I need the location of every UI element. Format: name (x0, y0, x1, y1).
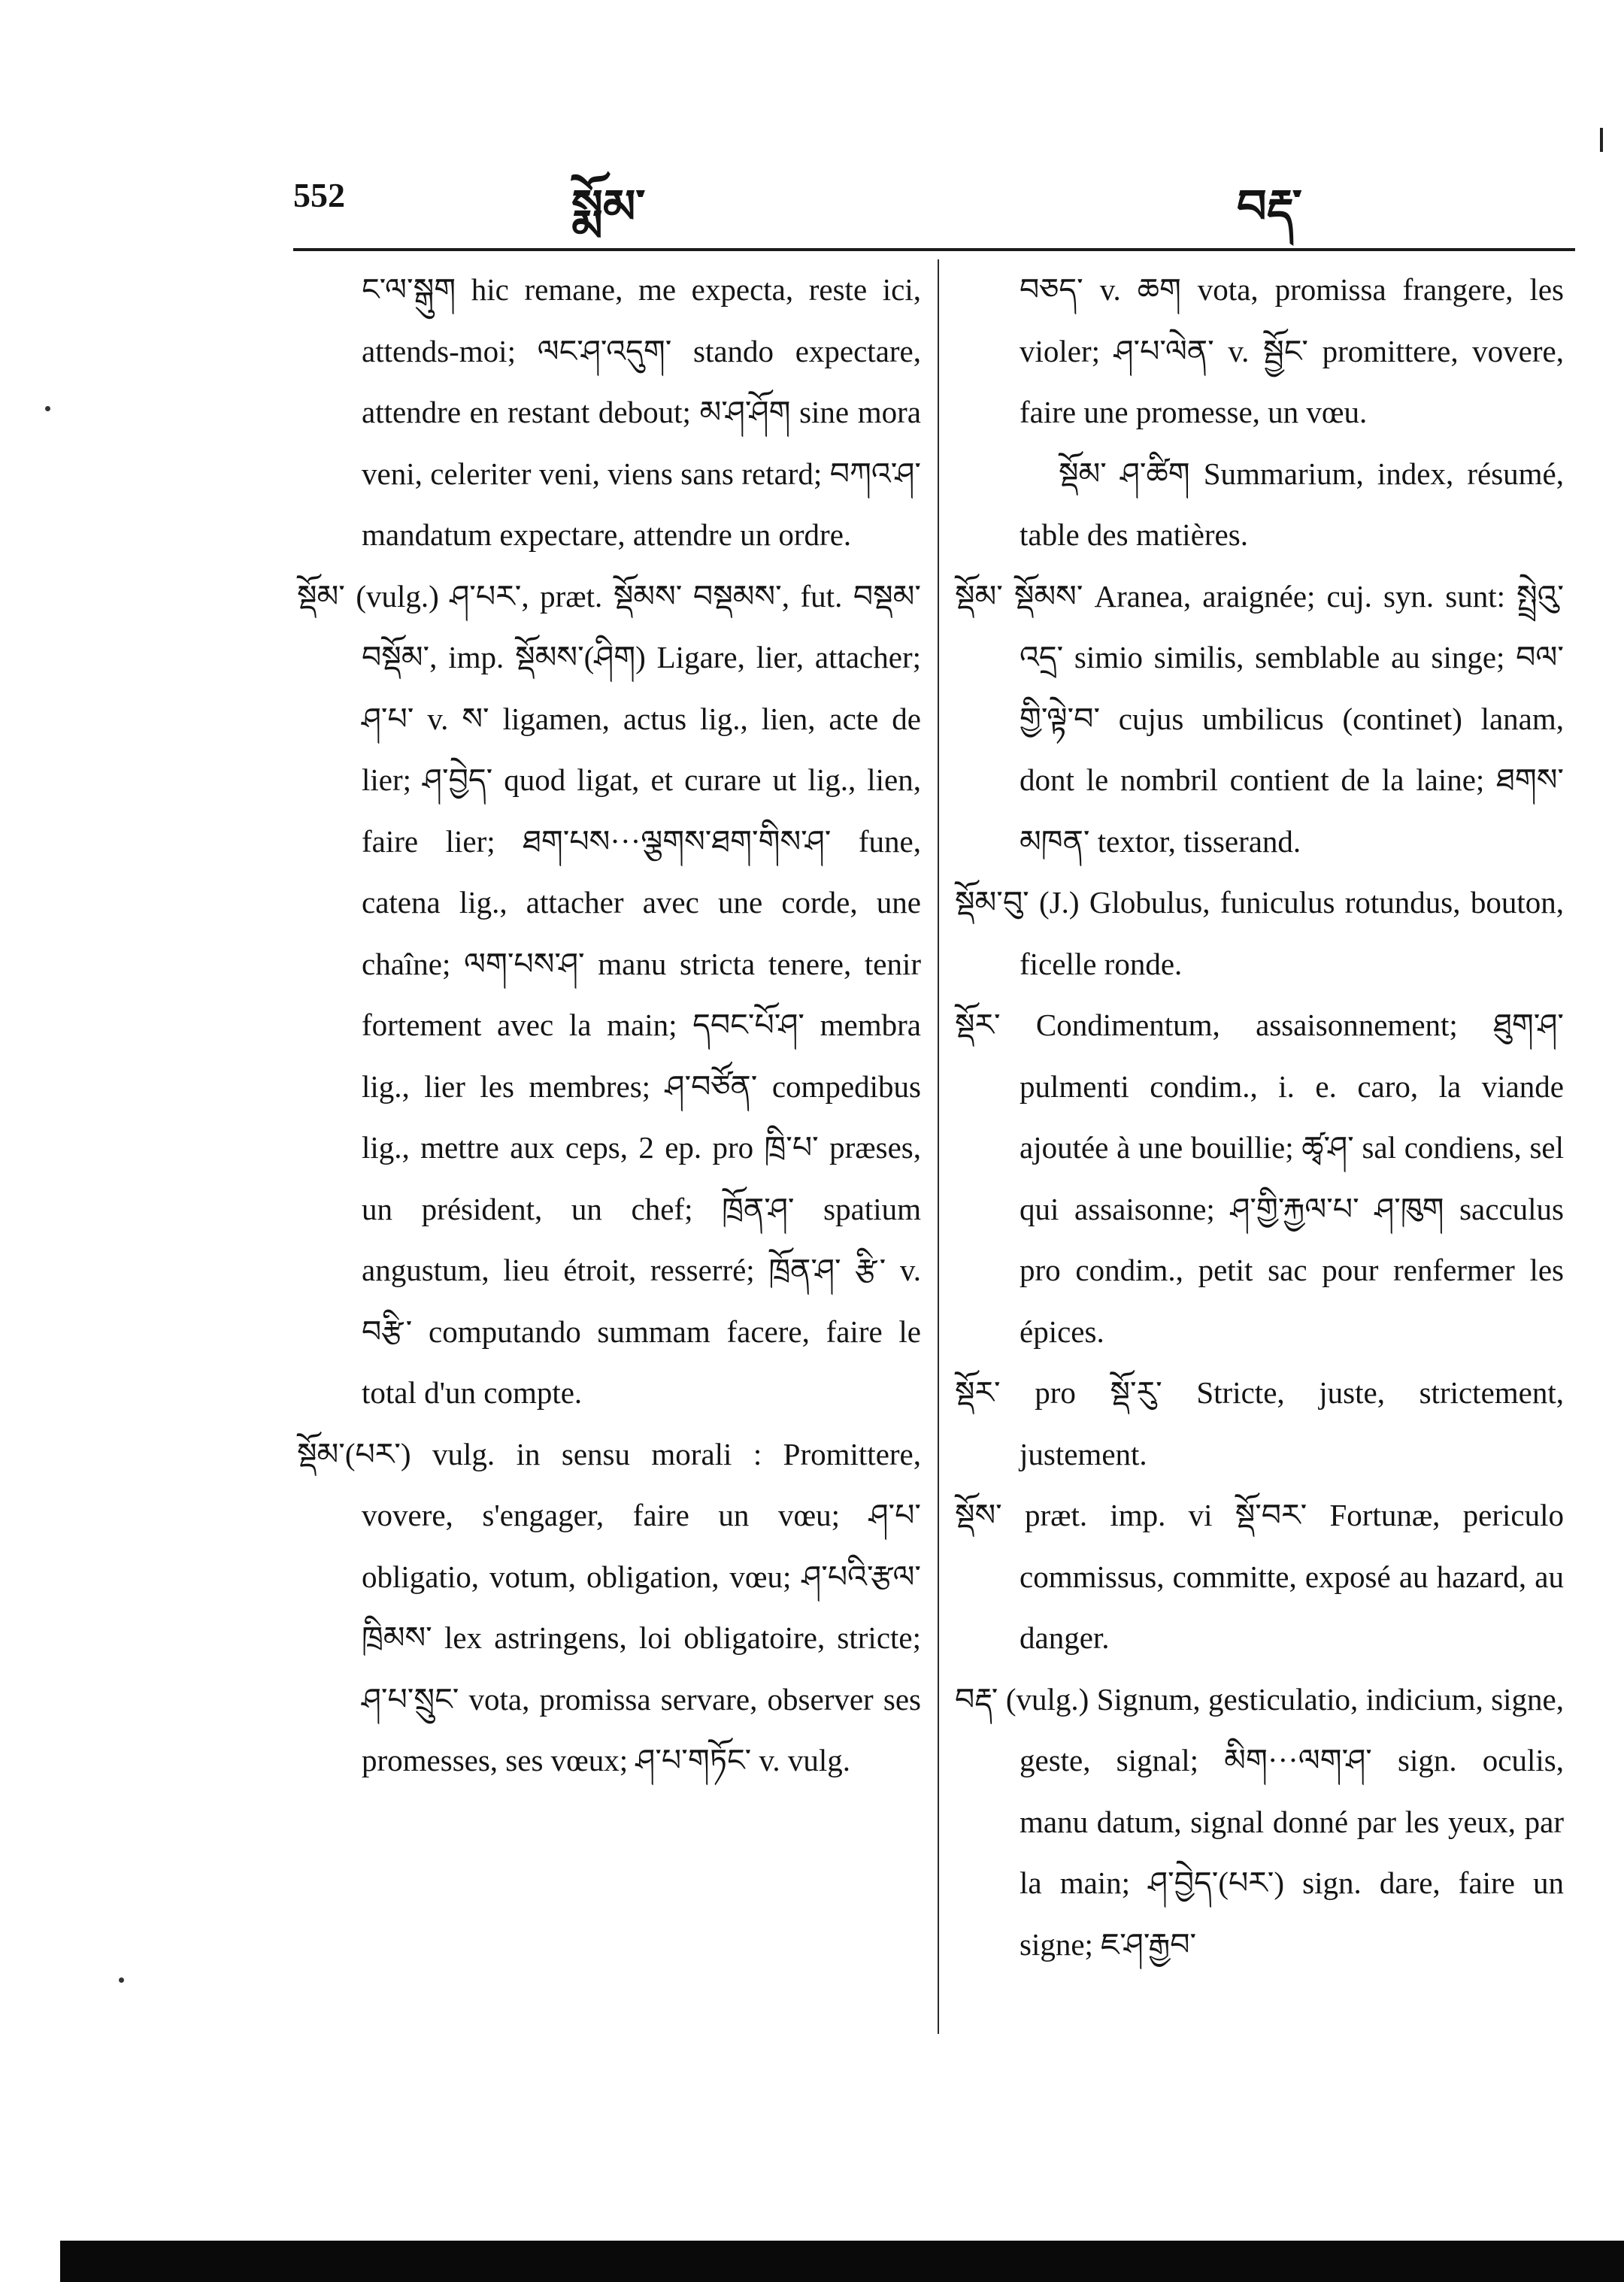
dictionary-entry: སྡོམ་ སྡོམས་ Aranea, araignée; cuj. syn. sunt: སྤྲེའུ་འདྲ་ simio similis, semblable au singe; བལ་གྱི་ལྟེ་བ་ cujus umbilicus (continet) lanam, dont le nombril contient de la laine; ཐགས་མཁན་ textor, tisserand. (955, 578, 1564, 859)
dictionary-entry: སྡོས་ præt. imp. vi སྡོ་བར་ Fortunæ, periculo commissus, committe, exposé au hazard, au danger. (955, 1498, 1564, 1655)
dictionary-entry: སྡོམ་བུ་ (J.) Globulus, funiculus rotundus, bouton, ficelle ronde. (955, 885, 1564, 981)
dictionary-entry: སྡོམ་ (vulg.) ཤ་པར་, præt. སྡོམས་ བསྡམས་, fut. བསྡམ་ བསྡོམ་, imp. སྡོམས་(ཤིག) Ligare, lier, attacher; ཤ་པ་ v. ས་ ligamen, actus lig., lien, acte de lier; ཤ་བྱེད་ quod ligat, et curare ut lig., lien, faire lier; ཐག་པས···ལྕགས་ཐག་གིས་ཤ་ fune, catena lig., attacher avec une corde, une chaîne; ལག་པས་ཤ་ manu stricta tenere, tenir fortement avec la main; དབང་པོ་ཤ་ membra lig., lier les membres; ཤ་བཙོན་ compedibus lig., mettre aux ceps, 2 ep. pro ཁྲི་པ་ præses, un président, un chef; ཁྲོན་ཤ་ spatium angustum, lieu étroit, resserré; ཁྲོན་ཤ་ རྩི་ v. བརྩི་ computando summam facere, faire le total d'un compte. (297, 578, 921, 1410)
dictionary-entry: སྡོར་ Condimentum, assaisonnement; ཐུག་ཤ་ pulmenti condim., i. e. caro, la viande ajoutée à une bouillie; ཚྭ་ཤ་ sal condiens, sel qui assaisonne; ཤ་གྱི་རྐྱལ་པ་ ཤ་ཁུག sacculus pro condim., petit sac pour renfermer les épices. (955, 1008, 1564, 1349)
dictionary-entry: སྡོམ་ ཤ་ཚིག Summarium, index, résumé, table des matières. (1020, 456, 1564, 552)
margin-speck (119, 1977, 124, 1983)
margin-speck (45, 406, 50, 411)
right-running-headword: བརྡ་ (1237, 179, 1302, 234)
page-header (293, 154, 1571, 237)
margin-mark (1600, 128, 1603, 152)
scan-bottom-border (60, 2241, 1624, 2282)
left-running-headword: སྨོམ་ (571, 179, 646, 234)
dictionary-entry: སྡོམ་(པར་) vulg. in sensu morali : Promittere, vovere, s'engager, faire un vœu; ཤ་པ་ obligatio, votum, obligation, vœu; ཤ་པའི་རྩལ་ཁྲིམས་ lex astringens, loi obligatoire, stricte; ཤ་པ་སྲུང་ vota, promissa servare, observer ses promesses, ses vœux; ཤ་པ་གཏོང་ v. vulg. (297, 1436, 921, 1777)
dictionary-entry: བཅད་ v. ཆག vota, promissa frangere, les violer; ཤ་པ་ལེན་ v. སྦྱོང་ promittere, vovere, faire une promesse, un vœu. (1020, 272, 1564, 429)
dictionary-entry: ང་ལ་སྒུག hic remane, me expecta, reste ici, attends-moi; ལང་ཤ་འདུག་ stando expectare, attendre en restant debout; མ་ཤ་ཤོག sine mora veni, celeriter veni, viens sans retard; བཀའ་ཤ་ mandatum expectare, attendre un ordre. (362, 272, 921, 552)
header-rule (293, 248, 1575, 251)
column-divider (938, 259, 939, 2034)
dictionary-entry: བརྡ་ (vulg.) Signum, gesticulatio, indicium, signe, geste, signal; མིག···ལག་ཤ་ sign. oculis, manu datum, signal donné par les yeux, par la main; ཤ་བྱེད་(པར་) sign. dare, faire un signe; ཇ་ཤ་རྒྱབ་ (955, 1681, 1564, 1962)
dictionary-entry: སྡོར་ pro སྡོ་རུ་ Stricte, juste, strictement, justement. (955, 1375, 1564, 1471)
left-column (297, 259, 921, 1792)
page-number: 552 (293, 176, 345, 214)
right-column (955, 259, 1564, 1975)
